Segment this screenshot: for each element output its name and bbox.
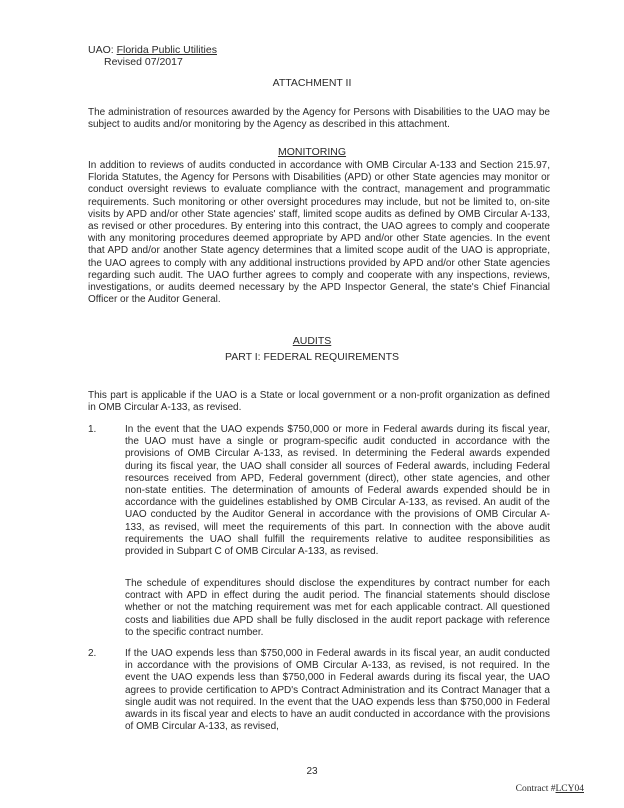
- item-2-paragraph: If the UAO expends less than $750,000 in Federal awards in its fiscal year, an audit conducted in accordance with the provisions of OMB Circular A-133, as revised, is not required. In the event the UAO expends less than $750,000 in Federal awards during its fiscal year, the UAO agrees to provide certification to APD's Contract Administration and its Contract Manager that a single audit was not required. In the event that the UAO expends less than $750,000 in Federal awards in its fiscal year and elects to have an audit conducted in accordance with the provisions of OMB Circular A-133, as revised,: [125, 648, 550, 733]
- uao-label: UAO:: [88, 44, 117, 56]
- attachment-title: ATTACHMENT II: [272, 77, 352, 89]
- document-header-uao: [88, 44, 217, 56]
- applicability-paragraph: This part is applicable if the UAO is a State or local government or a non-profit organization as defined in OMB Circular A-133, as revised.: [88, 390, 550, 414]
- item-2-number: 2.: [88, 648, 97, 659]
- revision-date: Revised 07/2017: [104, 56, 183, 68]
- contract-number: Contract #LCY04: [515, 784, 584, 794]
- part-title: PART I: FEDERAL REQUIREMENTS: [224, 351, 400, 363]
- page-number: 23: [306, 766, 318, 777]
- monitoring-paragraph: In addition to reviews of audits conducted in accordance with OMB Circular A-133 and Section 215.97, Florida Statutes, the Agency for Persons with Disabilities (APD) or other State agencies may monitor or conduct oversight reviews to evaluate compliance with the contract, management and programmatic requirements. Such monitoring or other oversight procedures may include, but not be limited to, on-site visits by APD and/or other State agencies' staff, limited scope audits as defined by OMB Circular A-133, as revised or other procedures. By entering into this contract, the UAO agrees to comply and cooperate with any monitoring procedures deemed appropriate by APD and/or other State agencies. In the event that APD and/or another State agency determines that a limited scope audit of the UAO is appropriate, the UAO agrees to comply with any additional instructions provided by APD and/or other State agencies regarding such audit. The UAO further agrees to comply and cooperate with any inspections, reviews, investigations, or audits deemed necessary by the APD Inspector General, the state's Chief Financial Officer or the Auditor General.: [88, 160, 550, 306]
- monitoring-heading: MONITORING: [277, 146, 347, 158]
- item-1-number: 1.: [88, 424, 97, 435]
- audits-heading: AUDITS: [292, 335, 332, 347]
- item-1-paragraph-2: The schedule of expenditures should disclose the expenditures by contract number for each contract with APD in effect during the audit period. The financial statements should disclose whether or not the matching requirement was met for each applicable contract. All questioned costs and liabilities due APD shall be fully disclosed in the audit report package with reference to the specific contract number.: [125, 578, 550, 638]
- item-1-paragraph: In the event that the UAO expends $750,000 or more in Federal awards during its fiscal year, the UAO must have a single or program-specific audit conducted in accordance with the provisions of OMB Circular A-133, as revised. In determining the Federal awards expended during its fiscal year, the UAO shall consider all sources of Federal awards, including Federal resources received from APD, Federal government (direct), other state agencies, and other non-state entities. The determination of amounts of Federal awards expended should be in accordance with the guidelines established by OMB Circular A-133, as revised. An audit of the UAO conducted by the Auditor General in accordance with the provisions of OMB Circular A-133, as revised, will meet the requirements of this part. In connection with the above audit requirements the UAO shall fulfill the requirements relative to auditee responsibilities as provided in Subpart C of OMB Circular A-133, as revised.: [125, 424, 550, 558]
- uao-name: Florida Public Utilities: [116, 44, 217, 56]
- intro-paragraph: The administration of resources awarded by the Agency for Persons with Disabilities to the UAO may be subject to audits and/or monitoring by the Agency as described in this attachment.: [88, 107, 550, 131]
